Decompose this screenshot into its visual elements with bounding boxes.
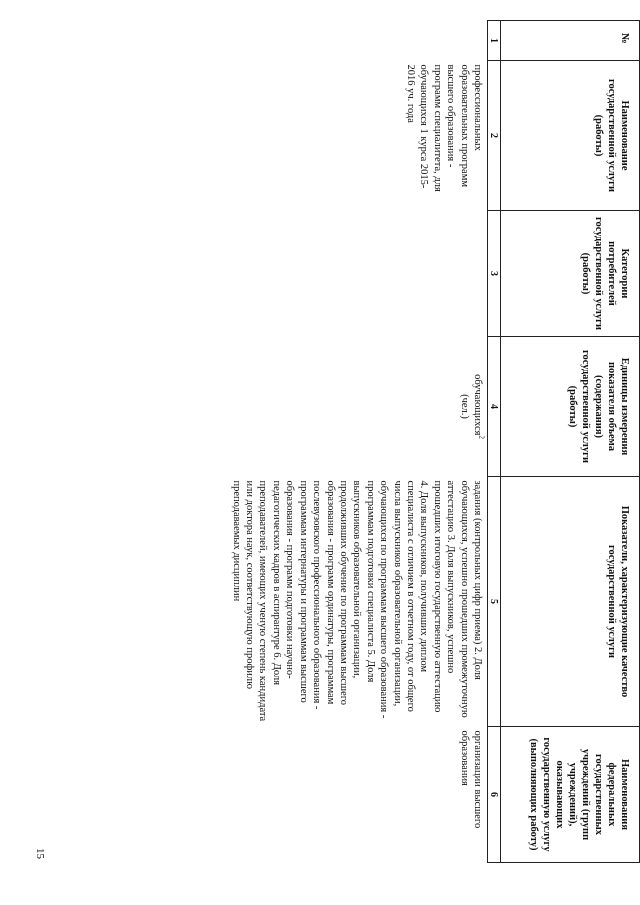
column-number: 4 xyxy=(488,337,501,477)
row-number-cell xyxy=(0,21,488,61)
header-number: № xyxy=(501,21,640,61)
column-number: 3 xyxy=(488,211,501,337)
header-quality-indicators: Показатели, характеризующие качество государственной услуги xyxy=(501,477,640,727)
column-number: 2 xyxy=(488,61,501,211)
service-name-cell: профессиональных образовательных программ высшего образования - программ специалитета, для обучающихся 1 курса 2015-2016 уч. года xyxy=(404,64,483,192)
unit-footnote: 2 xyxy=(477,435,486,439)
unit-cell xyxy=(0,337,488,477)
column-number-row xyxy=(488,21,501,863)
header-institutions: Наименования федеральных государственных учреждений (групп учреждений), оказывающих государственную услугу (выполняющих работу) xyxy=(501,727,640,863)
page-number: 15 xyxy=(34,848,46,859)
column-number: 5 xyxy=(488,477,501,727)
quality-indicators-cell: задания (контрольных цифр приема) 2. Доля обучающихся, успешно прошедших промежуточную аттестацию 3. Доля выпускников, успешно прошедших итоговую государственную аттестацию 4. Доля выпускников, получивших диплом специалиста с отличием в отчетном году, от общего числа выпускников образовательной организации, обучающихся по программам высшего образования - программам подготовки специалиста 5. Доля выпускников образовательной организации, продолживших обучение по программам высшего образования - программ ординатуры, программам послевузовского профессионального образования - программам интернатуры и программам высшего образования - программ подготовки научно-педагогических кадров в аспирантуре 6. Доля преподавателей, имеющих ученую степень кандидата или доктора наук, соответствующую профилю преподаваемых дисциплин xyxy=(230,480,483,722)
column-number: 1 xyxy=(488,21,501,61)
table-header-row xyxy=(501,21,640,863)
services-table xyxy=(0,20,640,863)
unit-sub: (чел.) xyxy=(458,394,470,419)
header-consumers: Категории потребителей государственной услуги (работы) xyxy=(501,211,640,337)
consumers-cell xyxy=(0,211,488,337)
unit-main: обучающихся xyxy=(472,374,483,436)
header-units: Единицы измерения показателя объема (содержания) государственной услуги (работы) xyxy=(501,337,640,477)
header-service-name: Наименование государственной услуги (работы) xyxy=(501,61,640,211)
column-number: 6 xyxy=(488,727,501,863)
table-row xyxy=(0,21,488,863)
institutions-cell: организации высшего образования xyxy=(458,730,483,829)
